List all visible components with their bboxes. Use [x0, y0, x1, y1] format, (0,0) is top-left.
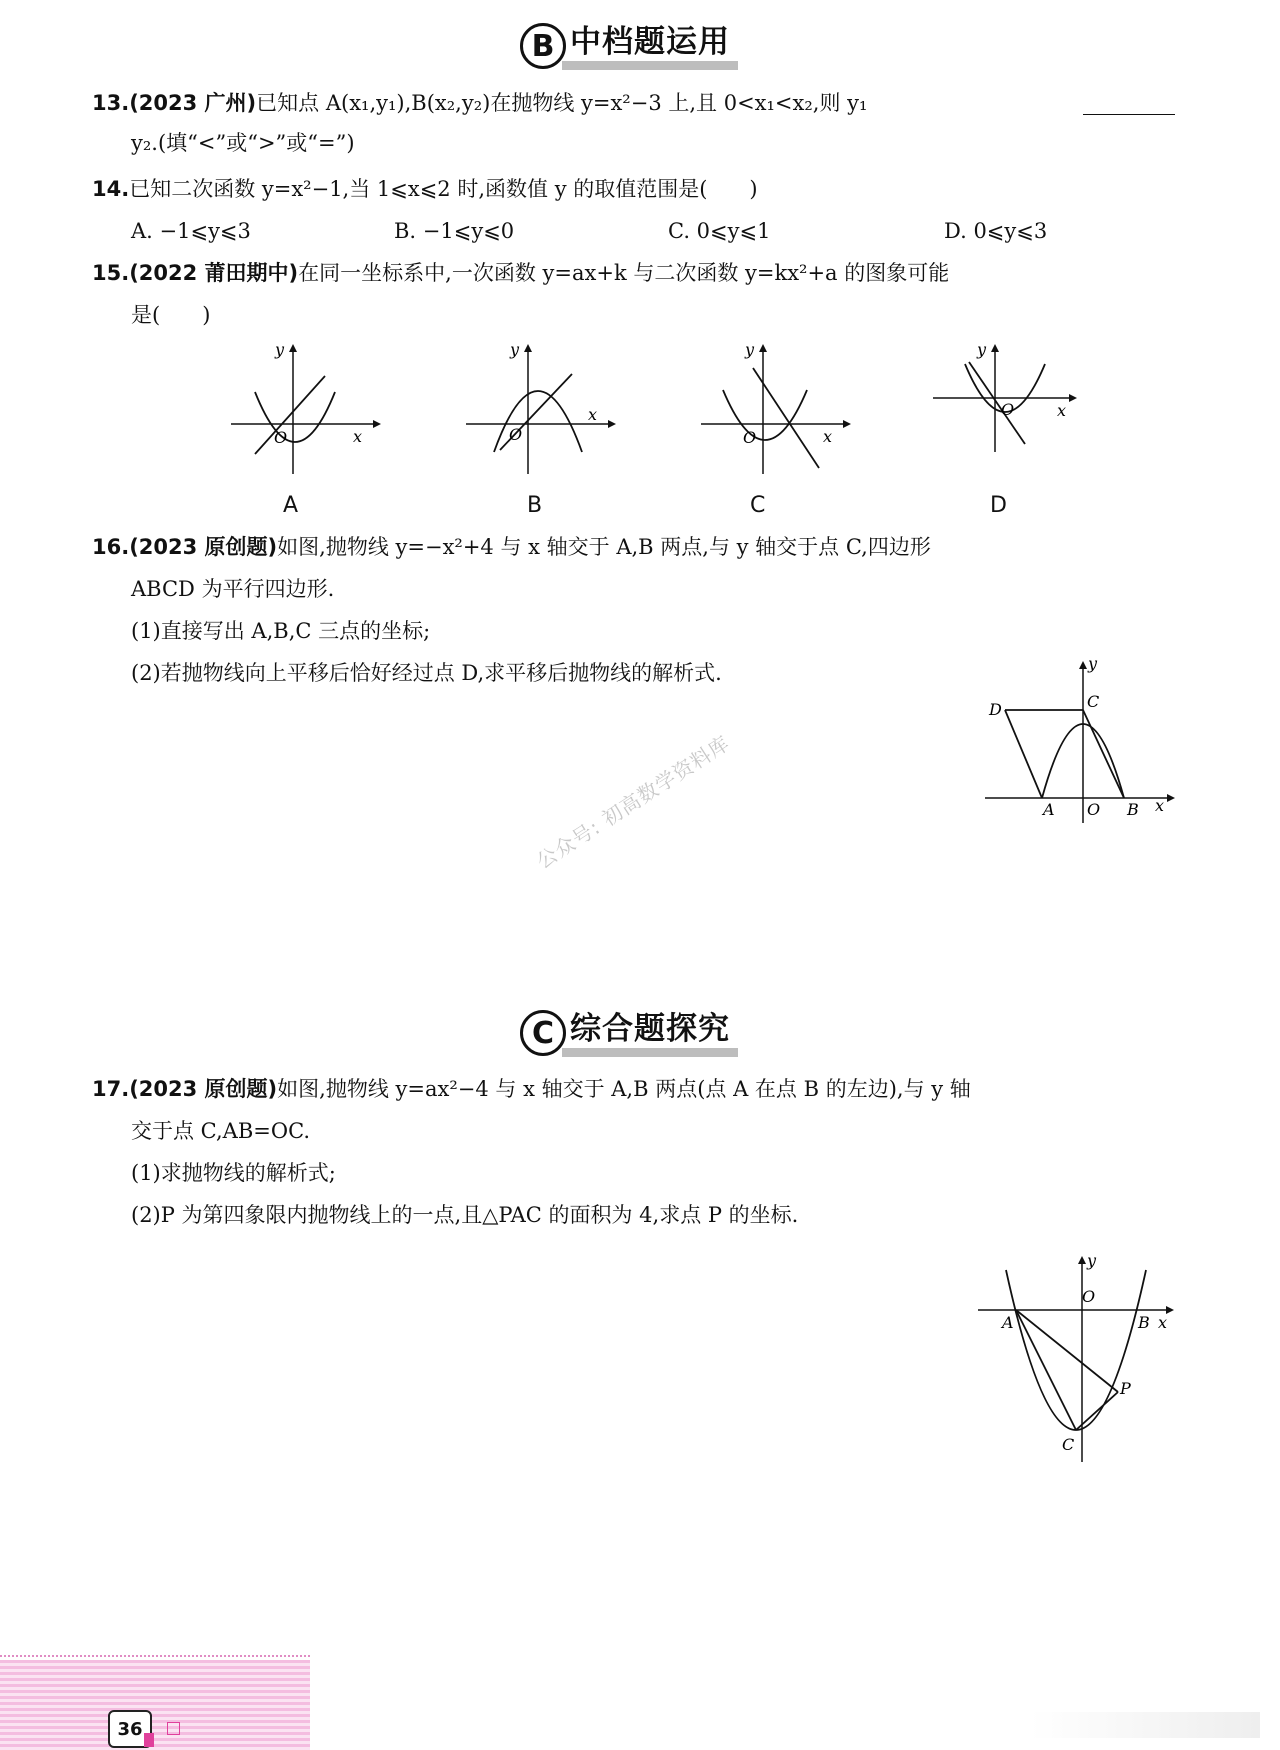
- graph-b: [460, 340, 620, 480]
- question-17-figure: [970, 1250, 1180, 1470]
- x-axis-label: x: [1155, 796, 1165, 815]
- question-15-line1: [92, 258, 949, 288]
- watermark: 公众号: 初高数学资料库: [532, 730, 735, 874]
- point-c-label: C: [1062, 1435, 1075, 1454]
- question-16-part1: (1)直接写出 A,B,C 三点的坐标;: [131, 619, 431, 643]
- question-number: 13.: [92, 91, 130, 115]
- point-b-label: B: [1138, 1313, 1150, 1332]
- point-c-label: C: [1087, 692, 1100, 711]
- question-text: 已知点 A(x₁,y₁),B(x₂,y₂)在抛物线 y=x²−3 上,且 0<x₁<x₂,则 y₁: [256, 91, 868, 115]
- option-b: B. −1⩽y⩽0: [394, 219, 515, 243]
- y-axis-label: y: [1087, 1251, 1097, 1270]
- question-16-line2: ABCD 为平行四边形.: [131, 577, 335, 601]
- y-axis-label: y: [745, 340, 755, 359]
- graph-a: [225, 340, 385, 480]
- question-text: 在同一坐标系中,一次函数 y=ax+k 与二次函数 y=kx²+a 的图象可能: [298, 261, 950, 285]
- question-16-figure: [975, 655, 1185, 825]
- graph-c: [695, 340, 855, 480]
- graph-label-a: A: [283, 493, 299, 518]
- graph-label-b: B: [527, 493, 543, 518]
- page-number-accent: [144, 1733, 154, 1747]
- question-source: (2023 广州): [129, 91, 257, 115]
- question-source: (2023 原创题): [129, 1077, 278, 1101]
- x-axis-label: x: [823, 427, 833, 446]
- question-13-line1: [92, 88, 867, 118]
- question-source: (2023 原创题): [129, 535, 278, 559]
- y-axis-label: y: [510, 340, 520, 359]
- question-17-line1: [92, 1074, 971, 1104]
- footer-decoration: [0, 1660, 310, 1750]
- graph-label-c: C: [750, 493, 766, 518]
- question-13-line2: y₂.(填“<”或“>”或“=”): [131, 131, 355, 155]
- question-15-line2: 是( ): [131, 303, 211, 327]
- origin-label: O: [1082, 1287, 1096, 1306]
- y-axis-label: y: [977, 340, 987, 359]
- question-number: 14.: [92, 177, 130, 201]
- option-c: C. 0⩽y⩽1: [668, 219, 771, 243]
- x-axis-label: x: [1158, 1313, 1168, 1332]
- question-number: 17.: [92, 1077, 130, 1101]
- section-title: 中档题运用: [562, 23, 738, 70]
- section-badge: B: [520, 23, 566, 69]
- y-axis-label: y: [1088, 655, 1098, 673]
- x-axis-label: x: [588, 405, 598, 424]
- x-axis-label: x: [1057, 401, 1067, 420]
- section-b-heading: [520, 18, 738, 74]
- question-17-line2: 交于点 C,AB=OC.: [131, 1119, 311, 1143]
- origin-label: O: [1001, 400, 1015, 419]
- checkbox-icon: [167, 1722, 180, 1735]
- answer-blank: [1083, 114, 1175, 115]
- origin-label: O: [274, 428, 288, 447]
- question-number: 16.: [92, 535, 130, 559]
- question-17-part1: (1)求抛物线的解析式;: [131, 1161, 336, 1185]
- question-17-part2: (2)P 为第四象限内抛物线上的一点,且△PAC 的面积为 4,求点 P 的坐标.: [131, 1203, 799, 1227]
- option-d: D. 0⩽y⩽3: [944, 219, 1048, 243]
- question-number: 15.: [92, 261, 130, 285]
- origin-label: O: [509, 425, 523, 444]
- point-a-label: A: [1002, 1313, 1014, 1332]
- scan-edge: [1030, 1712, 1260, 1738]
- question-text: 已知二次函数 y=x²−1,当 1⩽x⩽2 时,函数值 y 的取值范围是( ): [129, 177, 758, 201]
- question-16-part2: (2)若抛物线向上平移后恰好经过点 D,求平移后抛物线的解析式.: [131, 661, 722, 685]
- page-number: 36: [108, 1710, 152, 1748]
- point-d-label: D: [989, 700, 1002, 719]
- option-a: A. −1⩽y⩽3: [131, 219, 251, 243]
- x-axis-label: x: [353, 427, 363, 446]
- section-c-heading: [520, 1005, 738, 1061]
- question-16-line1: [92, 532, 931, 562]
- point-b-label: B: [1127, 800, 1139, 819]
- section-badge: C: [520, 1010, 566, 1056]
- point-a-label: A: [1043, 800, 1055, 819]
- question-text: 如图,抛物线 y=ax²−4 与 x 轴交于 A,B 两点(点 A 在点 B 的左边),与 y 轴: [277, 1077, 971, 1101]
- footer-divider: [0, 1655, 310, 1659]
- origin-label: O: [1087, 800, 1101, 819]
- graph-label-d: D: [990, 493, 1007, 518]
- question-text: 如图,抛物线 y=−x²+4 与 x 轴交于 A,B 两点,与 y 轴交于点 C,四边形: [277, 535, 931, 559]
- y-axis-label: y: [275, 340, 285, 359]
- question-source: (2022 莆田期中): [129, 261, 299, 285]
- section-title: 综合题探究: [562, 1010, 738, 1057]
- graph-d: [925, 340, 1085, 480]
- question-14-stem: [92, 174, 758, 204]
- point-p-label: P: [1120, 1379, 1131, 1398]
- origin-label: O: [743, 428, 757, 447]
